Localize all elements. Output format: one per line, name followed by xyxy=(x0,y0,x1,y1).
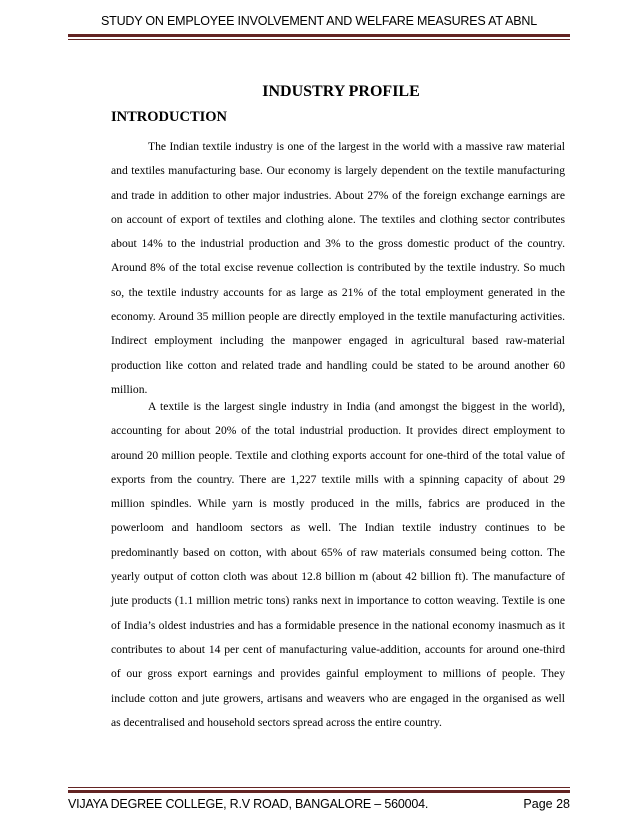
footer-institution: VIJAYA DEGREE COLLEGE, R.V ROAD, BANGALORE – 560004. xyxy=(68,797,429,811)
page-title: INDUSTRY PROFILE xyxy=(262,83,420,100)
body-paragraph-1: The Indian textile industry is one of the largest in the world with a massive raw material and textiles manufacturing base. Our economy is largely dependent on the textile manufacturing and trade in addition to other major industries. About 27% of the foreign exchange earnings are on account of export of textiles and clothing alone. The textiles and clothing sector contributes about 14% to the industrial production and 3% to the gross domestic product of the country. Around 8% of the total excise revenue collection is contributed by the textile industry. So much so, the textile industry accounts for as large as 21% of the total employment generated in the economy. Around 35 million people are directly employed in the textile manufacturing activities. Indirect employment including the manpower engaged in agricultural based raw-material production like cotton and related trade and handling could be stated to be around another 60 million. xyxy=(111,140,565,396)
footer-rule-thick xyxy=(68,790,570,793)
running-header-title: STUDY ON EMPLOYEE INVOLVEMENT AND WELFARE MEASURES AT ABNL xyxy=(101,14,537,28)
header-rule-thick xyxy=(68,34,570,37)
section-heading: INTRODUCTION xyxy=(111,109,228,125)
page-number: Page 28 xyxy=(523,797,570,811)
footer-rule-thin xyxy=(68,787,570,788)
body-paragraph-2: A textile is the largest single industry in India (and amongst the biggest in the world), accounting for about 20% of the total industrial production. It provides direct employment to around 20 million people. Textile and clothing exports account for one-third of the total value of exports from the country. There are 1,227 textile mills with a spinning capacity of about 29 million spindles. While yarn is mostly produced in the mills, fabrics are produced in the powerloom and handloom sectors as well. The Indian textile industry continues to be predominantly based on cotton, with about 65% of raw materials consumed being cotton. The yearly output of cotton cloth was about 12.8 billion m (about 42 billion ft). The manufacture of jute products (1.1 million metric tons) ranks next in importance to cotton weaving. Textile is one of India’s oldest industries and has a formidable presence in the national economy inasmuch as it contributes to about 14 per cent of manufacturing value-addition, accounts for around one-third of our gross export earnings and provides gainful employment to millions of people. They include cotton and jute growers, artisans and weavers who are engaged in the organised as well as decentralised and household sectors spread across the entire country. xyxy=(111,400,565,729)
header-rule-thin xyxy=(68,39,570,40)
